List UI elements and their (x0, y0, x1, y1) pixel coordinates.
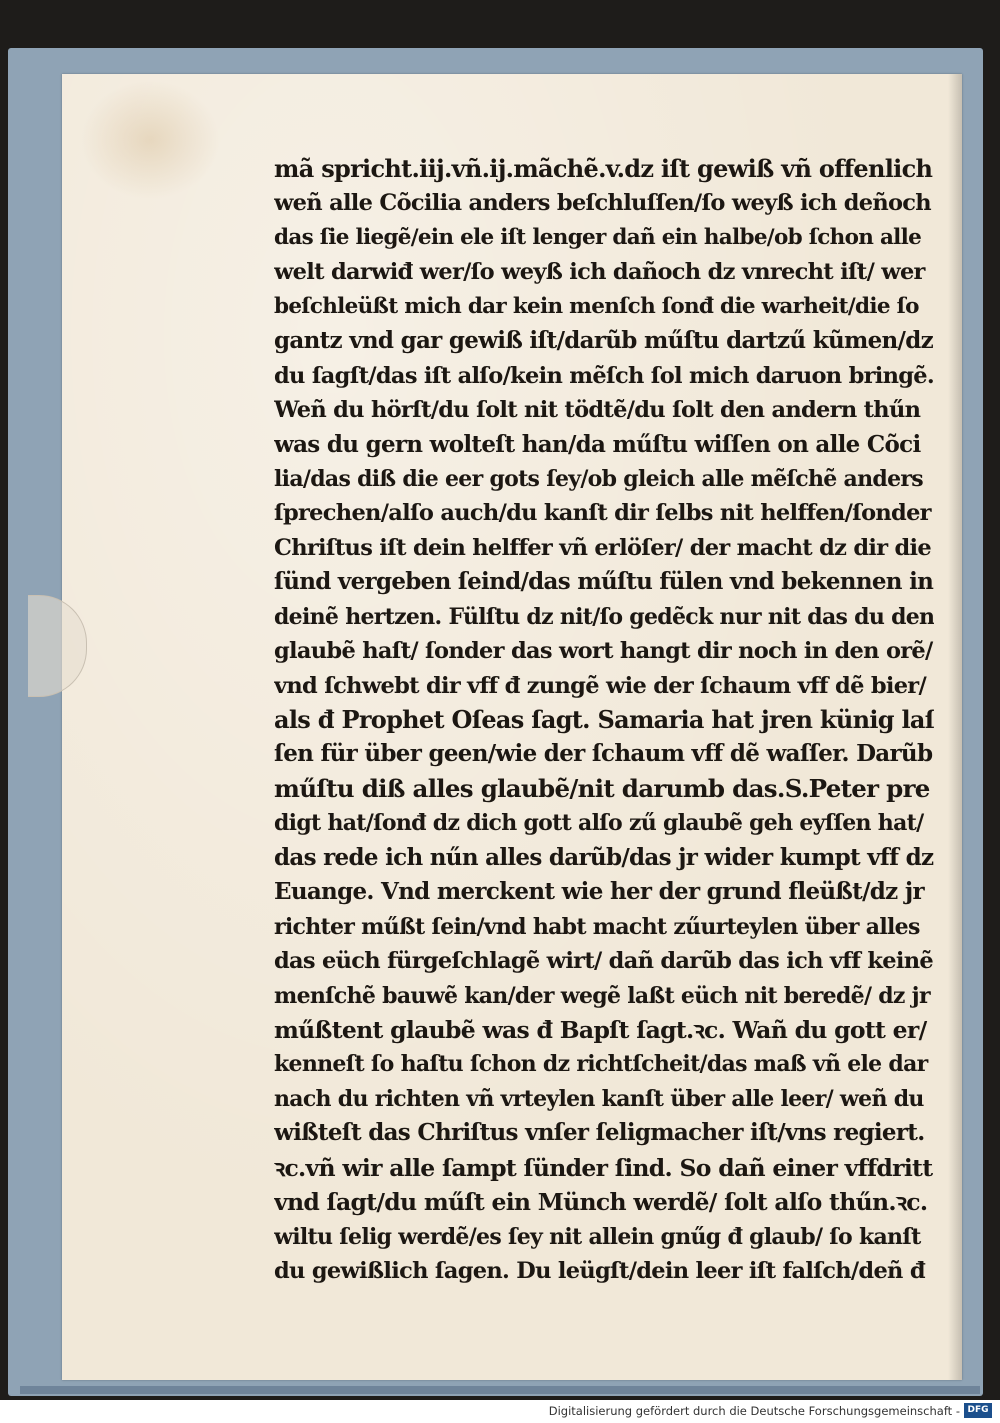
board-edge (20, 1386, 980, 1394)
text-line: Chriſtus iſt dein helffer vñ erlöſer/ der macht dz dir die (274, 534, 932, 561)
text-line: lia/das diß die eer gots ſey/ob gleich alle mẽſchẽ anders (274, 465, 923, 492)
text-line: weñ alle Cõcilia anders beſchluſſen/ſo weyß ich deñoch (274, 190, 931, 217)
text-line: ſprechen/alſo auch/du kanſt dir ſelbs nit helffen/ſonder (274, 500, 931, 527)
funding-credit: Digitalisierung gefördert durch die Deutsche Forschungsgemeinschaft - (548, 1404, 960, 1418)
text-line: műßtent glaubẽ was đ Bapſt ſagt.ꝛc. Wañ du gott er/ (274, 1015, 927, 1044)
text-line: das eüch fürgeſchlagẽ wirt/ dañ darũb das ich vff keinẽ (274, 948, 934, 975)
text-line: gantz vnd gar gewiß iſt/darũb műſtu dartzű kũmen/dz (274, 327, 934, 355)
text-line: Euange. Vnd merckent wie her der grund fleüßt/dz jr (274, 878, 924, 906)
text-line: deinẽ hertzen. Fülſtu dz nit/ſo gedẽck nur nit das du den (274, 603, 934, 630)
text-line: was du gern wolteſt han/da műſtu wiſſen on alle Cõci (274, 430, 921, 458)
text-line: Weñ du hörſt/du ſolt nit tödtẽ/du ſolt den andern thűn (274, 397, 921, 424)
page-edge-shadow (948, 74, 962, 1380)
text-line: mã spricht.iij.vñ.ij.mãchẽ.v.dz iſt gewiß vñ offenlich (274, 154, 933, 183)
text-line: das rede ich nűn alles darũb/das jr wider kumpt vff dz (274, 843, 934, 871)
text-line: vnd ſchwebt dir vff đ zungẽ wie der ſchaum vff dẽ bier/ (274, 672, 926, 699)
text-line: wißteſt das Chriſtus vnſer ſeligmacher iſt/vns regiert. (274, 1119, 925, 1147)
text-line: digt hat/ſonđ dz dich gott alſo zű glaubẽ geh eyſſen hat/ (274, 810, 924, 837)
text-line: menſchẽ bauwẽ kan/der wegẽ laßt eüch nit beredẽ/ dz jr (274, 982, 930, 1009)
text-line: wiltu ſelig werdẽ/es ſey nit allein gnűg đ glaub/ ſo kanſt (274, 1223, 921, 1250)
text-line: du gewißlich ſagen. Du leügſt/dein leer iſt falſch/deñ đ (274, 1258, 925, 1284)
text-line: als đ Prophet Oſeas ſagt. Samaria hat jren künig laſ (274, 705, 934, 734)
text-line: ſen für über geen/wie der ſchaum vff dẽ waſſer. Darũb (274, 740, 933, 768)
text-line: ſünd vergeben ſeind/das műſtu fülen vnd bekennen in (274, 568, 934, 596)
page-text-block (274, 152, 934, 1288)
text-line: welt darwiđ wer/ſo weyß ich dañoch dz vnrecht iſt/ wer (274, 259, 925, 286)
text-line: glaubẽ haſt/ ſonder das wort hangt dir noch in den orẽ/ (274, 638, 933, 665)
text-line: das ſie liegẽ/ein ele iſt lenger dañ ein halbe/ob ſchon alle (274, 224, 922, 250)
page-stain (80, 80, 220, 200)
text-line: vnd ſagt/du műſt ein Münch werdẽ/ ſolt alſo thűn.ꝛc. (274, 1188, 928, 1217)
text-line: nach du richten vñ vrteylen kanſt über alle leer/ weñ du (274, 1085, 924, 1112)
text-line: kenneſt ſo haſtu ſchon dz richtſcheit/das maß vñ ele dar (274, 1051, 928, 1078)
text-line: richter műßt ſein/vnd habt macht zűurteylen über alles (274, 913, 920, 940)
text-line: műſtu diß alles glaubẽ/nit darumb das.S.Peter pre (274, 773, 930, 803)
text-line: beſchleüßt mich dar kein menſch ſonđ die warheit/die ſo (274, 293, 919, 319)
text-line: du ſagſt/das iſt alſo/kein mẽſch ſol mich daruon bringẽ. (274, 362, 934, 389)
dfg-logo-icon: DFG (964, 1403, 992, 1418)
text-line: ꝛc.vñ wir alle ſampt ſünder ſind. So dañ einer vffdritt (274, 1153, 933, 1182)
